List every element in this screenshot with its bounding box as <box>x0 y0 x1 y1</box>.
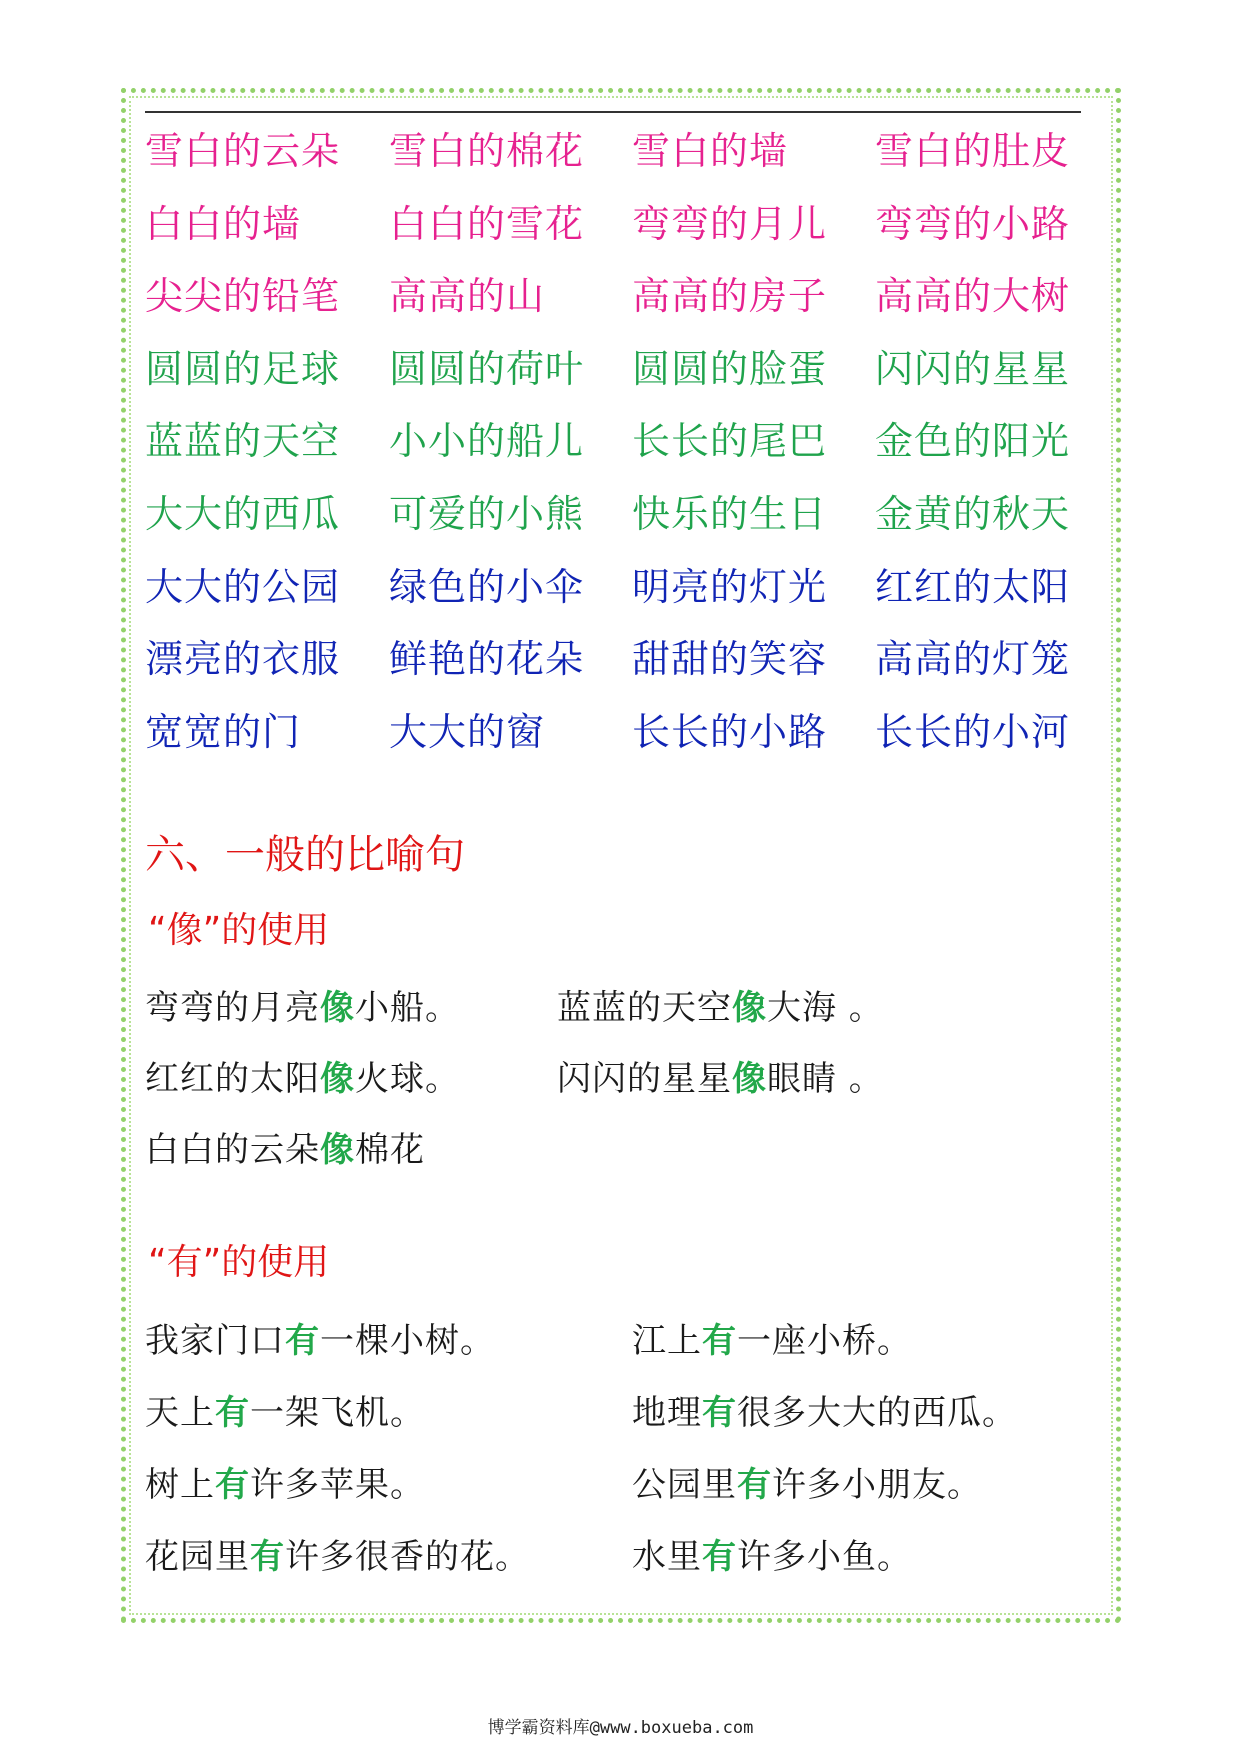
phrase-item: 圆圆的脸蛋 <box>632 346 828 391</box>
phrase-item: 金色的阳光 <box>875 419 1071 464</box>
xiang-sentence <box>145 1058 460 1100</box>
sentence-after: 一棵小树。 <box>320 1321 495 1361</box>
sentence-before: 白白的云朵 <box>145 1130 320 1170</box>
top-rule <box>145 111 1081 113</box>
section-title: 六、一般的比喻句 <box>145 832 465 878</box>
xiang-sentence <box>145 987 460 1029</box>
phrase-item: 高高的山 <box>389 274 546 319</box>
xiang-sentence <box>145 1129 425 1171</box>
sentence-before: 红红的太阳 <box>145 1059 320 1099</box>
phrase-item: 弯弯的小路 <box>875 201 1071 246</box>
phrase-item: 高高的房子 <box>632 274 828 319</box>
phrase-item: 闪闪的星星 <box>875 346 1071 391</box>
phrase-item: 小小的船儿 <box>389 419 585 464</box>
sentence-before: 公园里 <box>632 1465 737 1505</box>
xiang-sentence <box>557 987 884 1029</box>
sentence-after: 许多很香的花。 <box>285 1537 530 1577</box>
you-sentence <box>145 1464 425 1506</box>
you-sentence <box>145 1392 425 1434</box>
footer <box>0 1713 1241 1738</box>
sentence-before: 蓝蓝的天空 <box>557 988 732 1028</box>
sentence-keyword: 像 <box>320 988 355 1028</box>
sentence-keyword: 像 <box>732 988 767 1028</box>
sentence-after: 眼睛 。 <box>767 1059 884 1099</box>
phrase-item: 绿色的小伞 <box>389 564 585 609</box>
phrase-item: 弯弯的月儿 <box>632 201 828 246</box>
sentence-keyword: 有 <box>737 1465 772 1505</box>
you-sentence <box>632 1320 912 1362</box>
sentence-before: 闪闪的星星 <box>557 1059 732 1099</box>
sentence-after: 棉花 <box>355 1130 425 1170</box>
sentence-keyword: 有 <box>702 1321 737 1361</box>
phrase-item: 宽宽的门 <box>145 709 302 754</box>
phrase-item: 高高的大树 <box>875 274 1071 319</box>
phrase-item: 雪白的墙 <box>632 129 789 173</box>
phrase-item: 蓝蓝的天空 <box>145 419 341 464</box>
phrase-item: 快乐的生日 <box>632 492 828 536</box>
sentence-after: 大海 。 <box>767 988 884 1028</box>
phrase-item: 明亮的灯光 <box>632 564 828 609</box>
phrase-item: 高高的灯笼 <box>875 637 1071 682</box>
sentence-before: 天上 <box>145 1393 215 1433</box>
phrase-item: 长长的小河 <box>875 709 1071 754</box>
phrase-item: 红红的太阳 <box>875 564 1071 609</box>
phrase-item: 可爱的小熊 <box>389 492 585 536</box>
sentence-after: 小船。 <box>355 988 460 1028</box>
sentence-keyword: 有 <box>215 1465 250 1505</box>
sentence-before: 树上 <box>145 1465 215 1505</box>
xiang-sentence <box>557 1058 884 1100</box>
phrase-item: 金黄的秋天 <box>875 492 1071 536</box>
you-sentence <box>632 1536 912 1578</box>
sentence-after: 一架飞机。 <box>250 1393 425 1433</box>
sentence-after: 一座小桥。 <box>737 1321 912 1361</box>
sentence-keyword: 有 <box>285 1321 320 1361</box>
sentence-keyword: 像 <box>320 1059 355 1099</box>
sentence-before: 花园里 <box>145 1537 250 1577</box>
phrase-item: 漂亮的衣服 <box>145 637 341 682</box>
you-sentence <box>145 1320 495 1362</box>
you-sentence <box>145 1536 530 1578</box>
xiang-heading: “像”的使用 <box>148 910 330 951</box>
sentence-after: 火球。 <box>355 1059 460 1099</box>
phrase-item: 圆圆的足球 <box>145 346 341 391</box>
you-sentence <box>632 1464 982 1506</box>
you-sentence <box>632 1392 1017 1434</box>
sentence-keyword: 像 <box>320 1130 355 1170</box>
sentence-after: 许多苹果。 <box>250 1465 425 1505</box>
phrase-item: 雪白的云朵 <box>145 129 341 173</box>
sentence-before: 江上 <box>632 1321 702 1361</box>
phrase-item: 大大的窗 <box>389 709 546 754</box>
footer-separator: @ <box>589 1718 600 1738</box>
you-heading: “有”的使用 <box>148 1242 330 1283</box>
sentence-before: 水里 <box>632 1537 702 1577</box>
sentence-keyword: 有 <box>702 1537 737 1577</box>
phrase-item: 长长的尾巴 <box>632 419 828 464</box>
phrase-item: 甜甜的笑容 <box>632 637 828 682</box>
sentence-keyword: 像 <box>732 1059 767 1099</box>
phrase-item: 大大的公园 <box>145 564 341 609</box>
phrase-item: 雪白的肚皮 <box>875 129 1071 173</box>
phrase-item: 白白的墙 <box>145 201 302 246</box>
footer-site-name: 博学霸资料库 <box>487 1718 590 1738</box>
sentence-after: 很多大大的西瓜。 <box>737 1393 1017 1433</box>
sentence-keyword: 有 <box>250 1537 285 1577</box>
phrase-item: 鲜艳的花朵 <box>389 637 585 682</box>
phrase-item: 长长的小路 <box>632 709 828 754</box>
phrase-item: 大大的西瓜 <box>145 492 341 536</box>
sentence-after: 许多小朋友。 <box>772 1465 982 1505</box>
sentence-before: 我家门口 <box>145 1321 285 1361</box>
phrase-item: 白白的雪花 <box>389 201 585 246</box>
sentence-keyword: 有 <box>702 1393 737 1433</box>
sentence-before: 弯弯的月亮 <box>145 988 320 1028</box>
phrase-item: 圆圆的荷叶 <box>389 346 585 391</box>
phrase-item: 尖尖的铅笔 <box>145 274 341 319</box>
phrase-item: 雪白的棉花 <box>389 129 585 173</box>
sentence-before: 地理 <box>632 1393 702 1433</box>
sentence-keyword: 有 <box>215 1393 250 1433</box>
sentence-after: 许多小鱼。 <box>737 1537 912 1577</box>
footer-url[interactable]: www.boxueba.com <box>599 1718 754 1738</box>
